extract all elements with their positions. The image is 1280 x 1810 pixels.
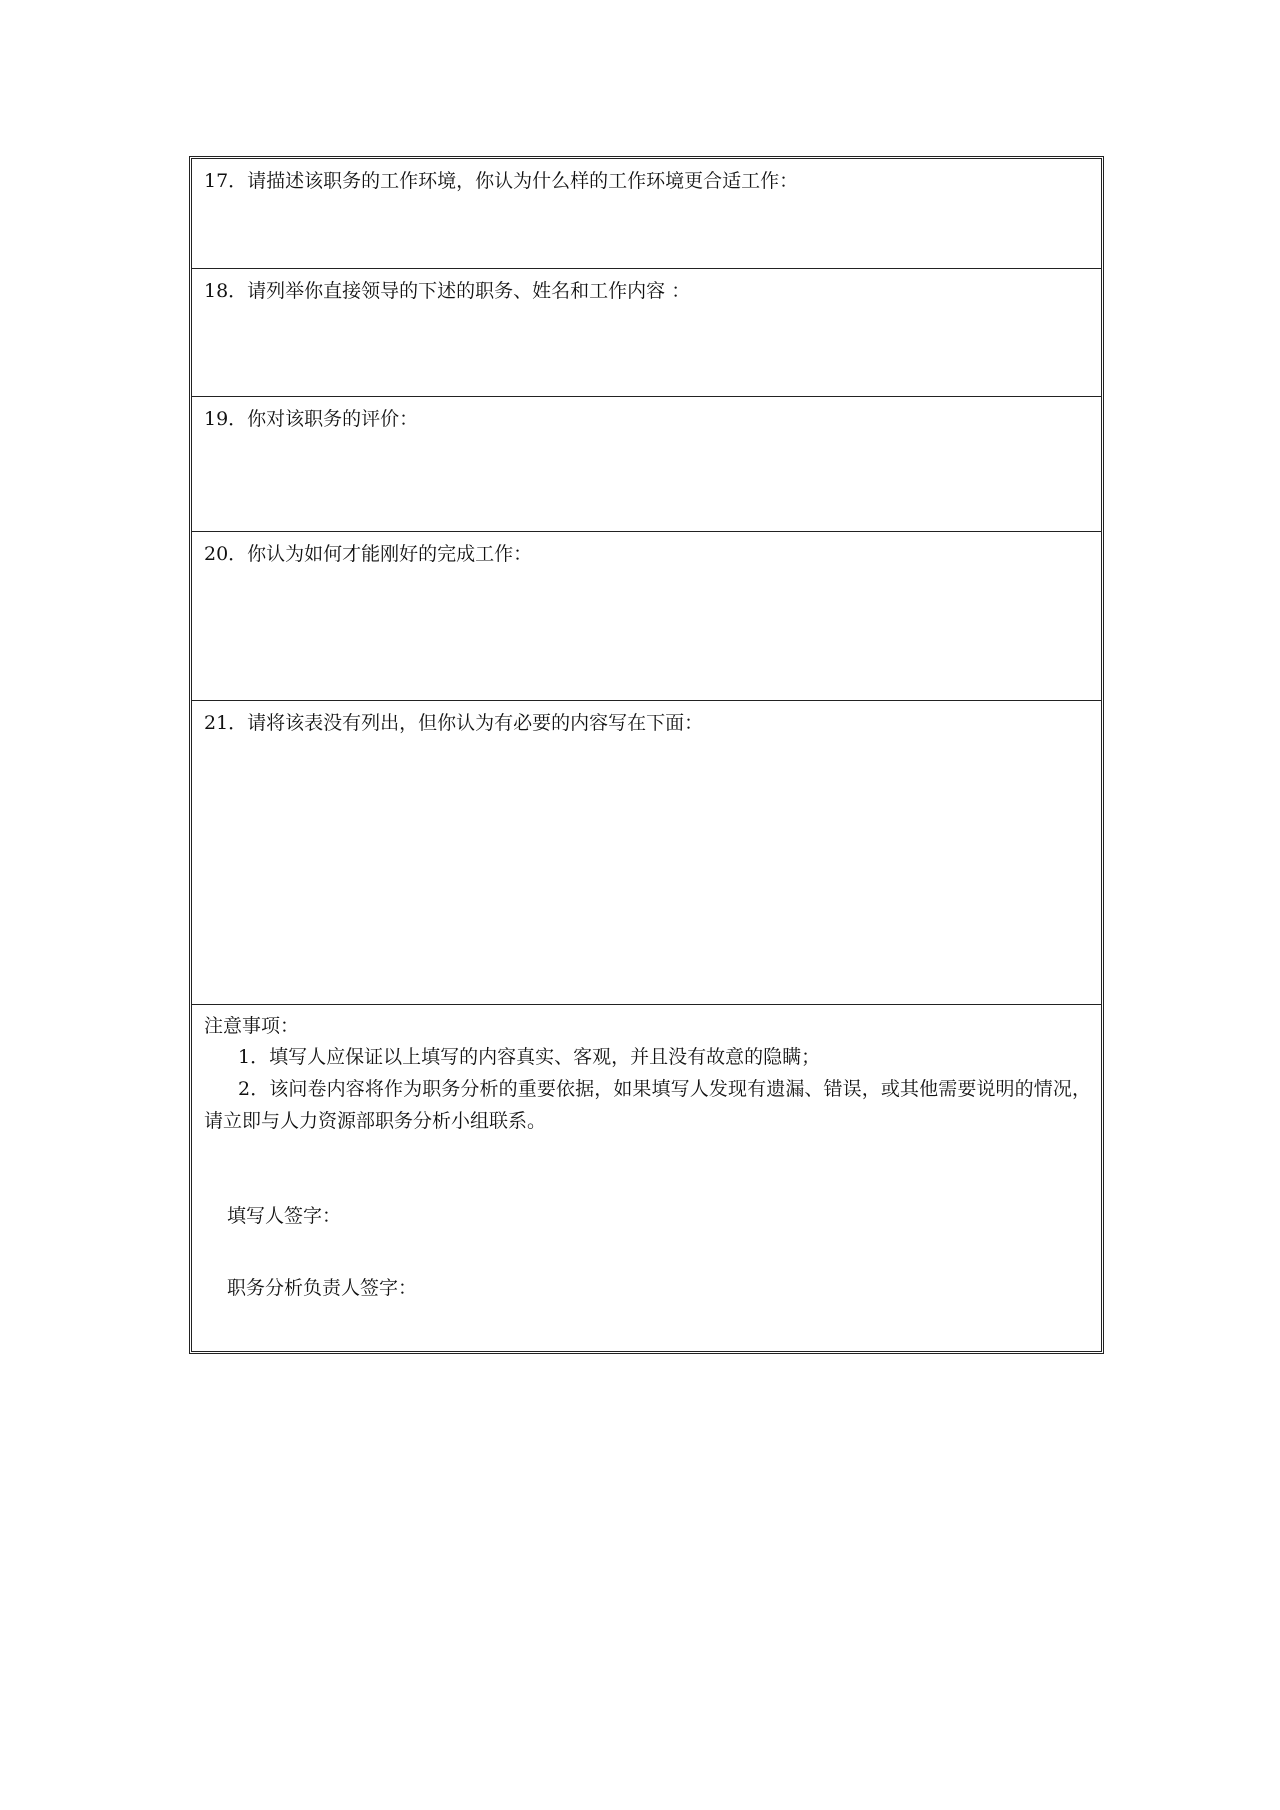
- question-18-text: 18．请列举你直接领导的下述的职务、姓名和工作内容 ：: [204, 280, 691, 302]
- question-row-17[interactable]: [192, 159, 1101, 269]
- question-17-text: 17．请描述该职务的工作环境，你认为什么样的工作环境更合适工作：: [204, 170, 799, 192]
- question-row-20[interactable]: [192, 532, 1101, 701]
- question-19-text: 19．你对该职务的评价：: [204, 408, 419, 430]
- question-21-text: 21．请将该表没有列出，但你认为有必要的内容写在下面：: [204, 712, 704, 734]
- notes-section: [192, 1005, 1101, 1351]
- note-item-1: 1．填写人应保证以上填写的内容真实、客观，并且没有故意的隐瞒；: [238, 1046, 821, 1068]
- question-row-21[interactable]: [192, 701, 1101, 1005]
- question-20-text: 20．你认为如何才能刚好的完成工作：: [204, 543, 533, 565]
- lead-signature-label[interactable]: 职务分析负责人签字：: [227, 1277, 418, 1299]
- filler-signature-label[interactable]: 填写人签字：: [227, 1205, 342, 1227]
- question-row-19[interactable]: [192, 397, 1101, 532]
- question-row-18[interactable]: [192, 269, 1101, 397]
- notes-title: 注意事项：: [204, 1015, 300, 1037]
- note-item-2: 2．该问卷内容将作为职务分析的重要依据，如果填写人发现有遗漏、错误，或其他需要说明的情况，请立即与人力资源部职务分析小组联系。: [204, 1078, 1091, 1132]
- job-analysis-form-table: [189, 156, 1104, 1354]
